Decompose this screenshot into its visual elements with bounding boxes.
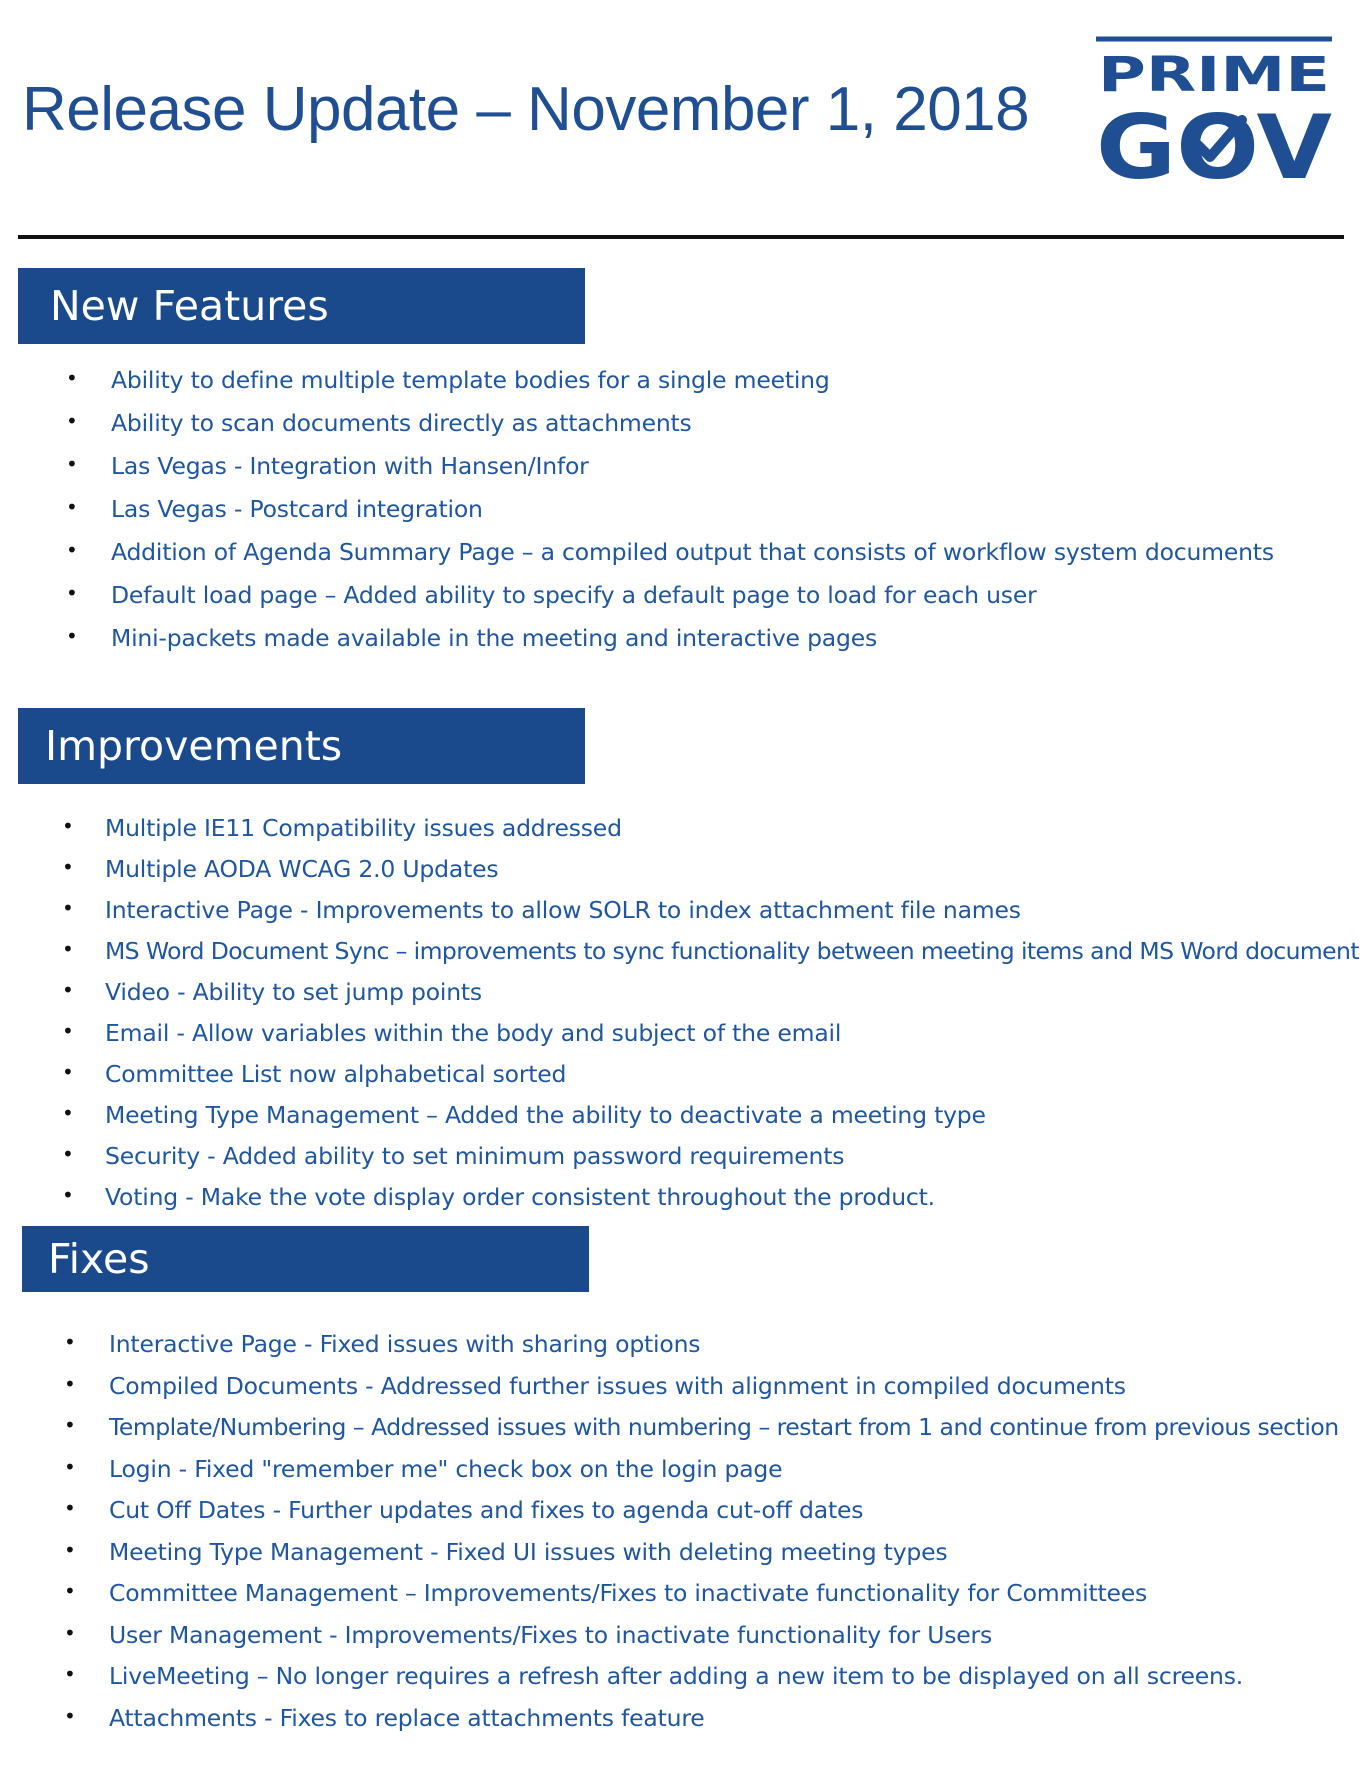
bullet-icon: • [62, 1019, 74, 1043]
item-text: Default load page – Added ability to specify a default page to load for each user [111, 581, 1037, 609]
bullet-icon: • [64, 1371, 76, 1396]
fixes-list [0, 1330, 1339, 1745]
item-text: Interactive Page - Fixed issues with sharing options [109, 1330, 701, 1358]
logo-graphic [1094, 36, 1334, 186]
bullet-icon: • [62, 896, 74, 920]
bullet-icon: • [66, 581, 78, 605]
list-item [0, 1579, 1339, 1621]
improvements-list [0, 814, 1359, 1224]
list-item [0, 1662, 1339, 1704]
bullet-icon: • [62, 855, 74, 879]
list-item [0, 896, 1359, 937]
new-features-heading: New Features [18, 268, 585, 344]
item-text: Ability to scan documents directly as attachments [111, 409, 692, 437]
bullet-icon: • [62, 814, 74, 838]
bullet-icon: • [62, 1060, 74, 1084]
bullet-icon: • [62, 1101, 74, 1125]
item-text: Las Vegas - Integration with Hansen/Infor [111, 452, 589, 480]
item-text: LiveMeeting – No longer requires a refresh after adding a new item to be displayed on all screens. [109, 1662, 1244, 1690]
item-text: Email - Allow variables within the body and subject of the email [105, 1019, 842, 1047]
item-text: MS Word Document Sync – improvements to sync functionality between meeting items and MS Word document [105, 937, 1359, 965]
item-text: Mini-packets made available in the meeting and interactive pages [111, 624, 878, 652]
item-text: User Management - Improvements/Fixes to inactivate functionality for Users [109, 1620, 993, 1649]
item-text: Committee List now alphabetical sorted [105, 1060, 567, 1088]
list-item [0, 1372, 1339, 1414]
item-text: Committee Management – Improvements/Fixes to inactivate functionality for Committees [109, 1579, 1148, 1607]
item-text: Multiple IE11 Compatibility issues addressed [105, 814, 622, 842]
list-item [0, 538, 1274, 581]
item-text: Las Vegas - Postcard integration [111, 495, 483, 523]
bullet-icon: • [64, 1537, 76, 1562]
list-item [0, 1413, 1339, 1455]
list-item [0, 855, 1359, 896]
bullet-icon: • [66, 495, 78, 519]
logo-prime-text: PRIME [1098, 47, 1330, 103]
item-text: Template/Numbering – Addressed issues with numbering – restart from 1 and continue from previous section [109, 1413, 1339, 1441]
item-text: Addition of Agenda Summary Page – a compiled output that consists of workflow system documents [111, 538, 1274, 566]
bullet-icon: • [66, 452, 78, 476]
bullet-icon: • [66, 366, 78, 390]
bullet-icon: • [64, 1496, 76, 1520]
list-item [0, 1538, 1339, 1580]
item-text: Meeting Type Management - Fixed UI issues with deleting meeting types [109, 1537, 948, 1566]
list-item [0, 1704, 1339, 1746]
list-item [0, 1496, 1339, 1538]
list-item [0, 937, 1359, 978]
list-item [0, 1142, 1359, 1183]
list-item [0, 1183, 1359, 1224]
item-text: Security - Added ability to set minimum password requirements [105, 1142, 845, 1170]
item-text: Meeting Type Management – Added the ability to deactivate a meeting type [105, 1101, 986, 1129]
bullet-icon: • [64, 1330, 76, 1354]
list-item [0, 814, 1359, 855]
list-item [0, 978, 1359, 1019]
item-text: Attachments - Fixes to replace attachments feature [109, 1703, 705, 1732]
bullet-icon: • [62, 937, 74, 961]
list-item [0, 624, 1274, 667]
list-item [0, 495, 1274, 538]
improvements-heading: Improvements [18, 708, 585, 784]
item-text: Voting - Make the vote display order consistent throughout the product. [105, 1183, 935, 1211]
bullet-icon: • [64, 1662, 76, 1686]
bullet-icon: • [66, 409, 78, 433]
item-text: Multiple AODA WCAG 2.0 Updates [105, 855, 499, 883]
list-item [0, 1455, 1339, 1497]
bullet-icon: • [66, 538, 78, 562]
bullet-icon: • [64, 1620, 76, 1645]
fixes-heading: Fixes [22, 1226, 589, 1292]
list-item [0, 1019, 1359, 1060]
page-title: Release Update – November 1, 2018 [22, 75, 1030, 144]
header-divider [18, 235, 1344, 239]
item-text: Compiled Documents - Addressed further issues with alignment in compiled documents [109, 1371, 1126, 1400]
item-text: Interactive Page - Improvements to allow SOLR to index attachment file names [105, 896, 1021, 924]
list-item [0, 1621, 1339, 1663]
bullet-icon: • [62, 978, 74, 1002]
new-features-list [0, 366, 1274, 667]
list-item [0, 1330, 1339, 1372]
list-item [0, 1101, 1359, 1142]
bullet-icon: • [64, 1703, 76, 1728]
item-text: Video - Ability to set jump points [105, 978, 482, 1006]
logo-gov-text: GOV [1096, 96, 1332, 186]
bullet-icon: • [62, 1183, 74, 1207]
primegov-logo [1094, 36, 1334, 186]
bullet-icon: • [64, 1413, 76, 1437]
bullet-icon: • [64, 1454, 76, 1479]
list-item [0, 409, 1274, 452]
list-item [0, 1060, 1359, 1101]
list-item [0, 452, 1274, 495]
bullet-icon: • [62, 1142, 74, 1166]
item-text: Ability to define multiple template bodies for a single meeting [111, 366, 830, 394]
bullet-icon: • [64, 1579, 76, 1603]
item-text: Cut Off Dates - Further updates and fixes to agenda cut-off dates [109, 1496, 864, 1524]
bullet-icon: • [66, 624, 78, 648]
list-item [0, 366, 1274, 409]
list-item [0, 581, 1274, 624]
item-text: Login - Fixed "remember me" check box on the login page [109, 1454, 783, 1483]
